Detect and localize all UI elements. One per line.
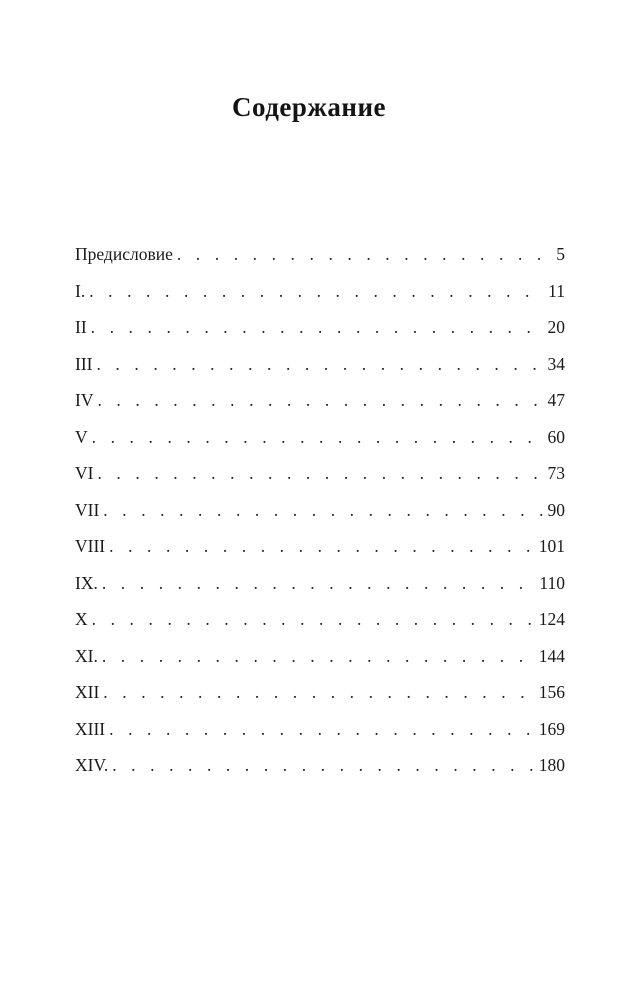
dot-leader — [112, 747, 536, 783]
toc-entry-chapter-1[interactable] — [75, 273, 565, 310]
toc-entry-page-number: 34 — [547, 353, 565, 374]
toc-entry-label: VI — [75, 463, 94, 483]
toc-entry-label: XI. — [75, 645, 98, 666]
toc-entry-page-number: 11 — [548, 280, 565, 301]
toc-entry-page-number: 5 — [556, 244, 565, 264]
dot-leader — [109, 711, 536, 747]
dot-leader — [102, 638, 536, 674]
dot-leader — [97, 382, 544, 418]
toc-entry-label: IV — [75, 390, 94, 410]
toc-entry-chapter-12[interactable] — [75, 674, 565, 711]
toc-entry-label: X — [75, 609, 88, 629]
toc-entry-page-number: 156 — [538, 682, 565, 702]
dot-leader — [96, 346, 544, 382]
toc-entry-label: V — [75, 426, 88, 447]
toc-entry-page-number: 101 — [538, 536, 565, 556]
toc-entry-label: XIII — [75, 718, 106, 739]
dot-leader — [91, 309, 545, 345]
toc-entry-label: II — [75, 317, 87, 337]
toc-entry-label: VIII — [75, 536, 106, 556]
toc-entry-label: XII — [75, 682, 100, 702]
toc-entry-label: IX. — [75, 572, 98, 593]
toc-entry-chapter-6[interactable] — [75, 455, 565, 492]
toc-entry-page-number: 60 — [547, 426, 565, 447]
toc-entry-chapter-3[interactable] — [75, 346, 565, 383]
toc-entry-page-number: 124 — [538, 609, 565, 629]
page-title: Содержание — [231, 92, 387, 122]
toc-entry-chapter-8[interactable] — [75, 528, 565, 565]
toc-entry-label: III — [75, 353, 93, 374]
dot-leader — [97, 455, 544, 491]
dot-leader — [92, 601, 536, 637]
toc-entry-chapter-4[interactable] — [75, 382, 565, 419]
toc-entry-chapter-9[interactable] — [75, 565, 565, 602]
dot-leader — [109, 528, 536, 564]
toc-entry-page-number: 144 — [538, 645, 565, 666]
toc-entry-page-number: 90 — [547, 499, 565, 520]
toc-entry-page-number: 73 — [547, 463, 565, 483]
toc-entry-chapter-11[interactable] — [75, 638, 565, 675]
toc-entry-page-number: 110 — [539, 572, 565, 593]
table-of-contents — [75, 236, 565, 784]
toc-entry-chapter-2[interactable] — [75, 309, 565, 346]
toc-entry-label: Предисловие — [75, 244, 173, 264]
dot-leader — [89, 273, 545, 309]
dot-leader — [103, 492, 544, 528]
toc-entry-chapter-13[interactable] — [75, 711, 565, 748]
toc-entry-label: VII — [75, 499, 100, 520]
toc-entry-page-number: 180 — [538, 755, 565, 775]
toc-entry-preface[interactable] — [75, 236, 565, 273]
toc-entry-page-number: 20 — [547, 317, 565, 337]
toc-entry-page-number: 169 — [538, 718, 565, 739]
dot-leader — [177, 236, 553, 272]
toc-entry-label: XIV. — [75, 755, 109, 775]
toc-entry-chapter-14[interactable] — [75, 747, 565, 784]
dot-leader — [92, 419, 545, 455]
toc-entry-label: I. — [75, 280, 86, 301]
dot-leader — [103, 674, 535, 710]
toc-entry-chapter-10[interactable] — [75, 601, 565, 638]
toc-entry-page-number: 47 — [547, 390, 565, 410]
toc-entry-chapter-7[interactable] — [75, 492, 565, 529]
toc-entry-chapter-5[interactable] — [75, 419, 565, 456]
dot-leader — [102, 565, 537, 601]
